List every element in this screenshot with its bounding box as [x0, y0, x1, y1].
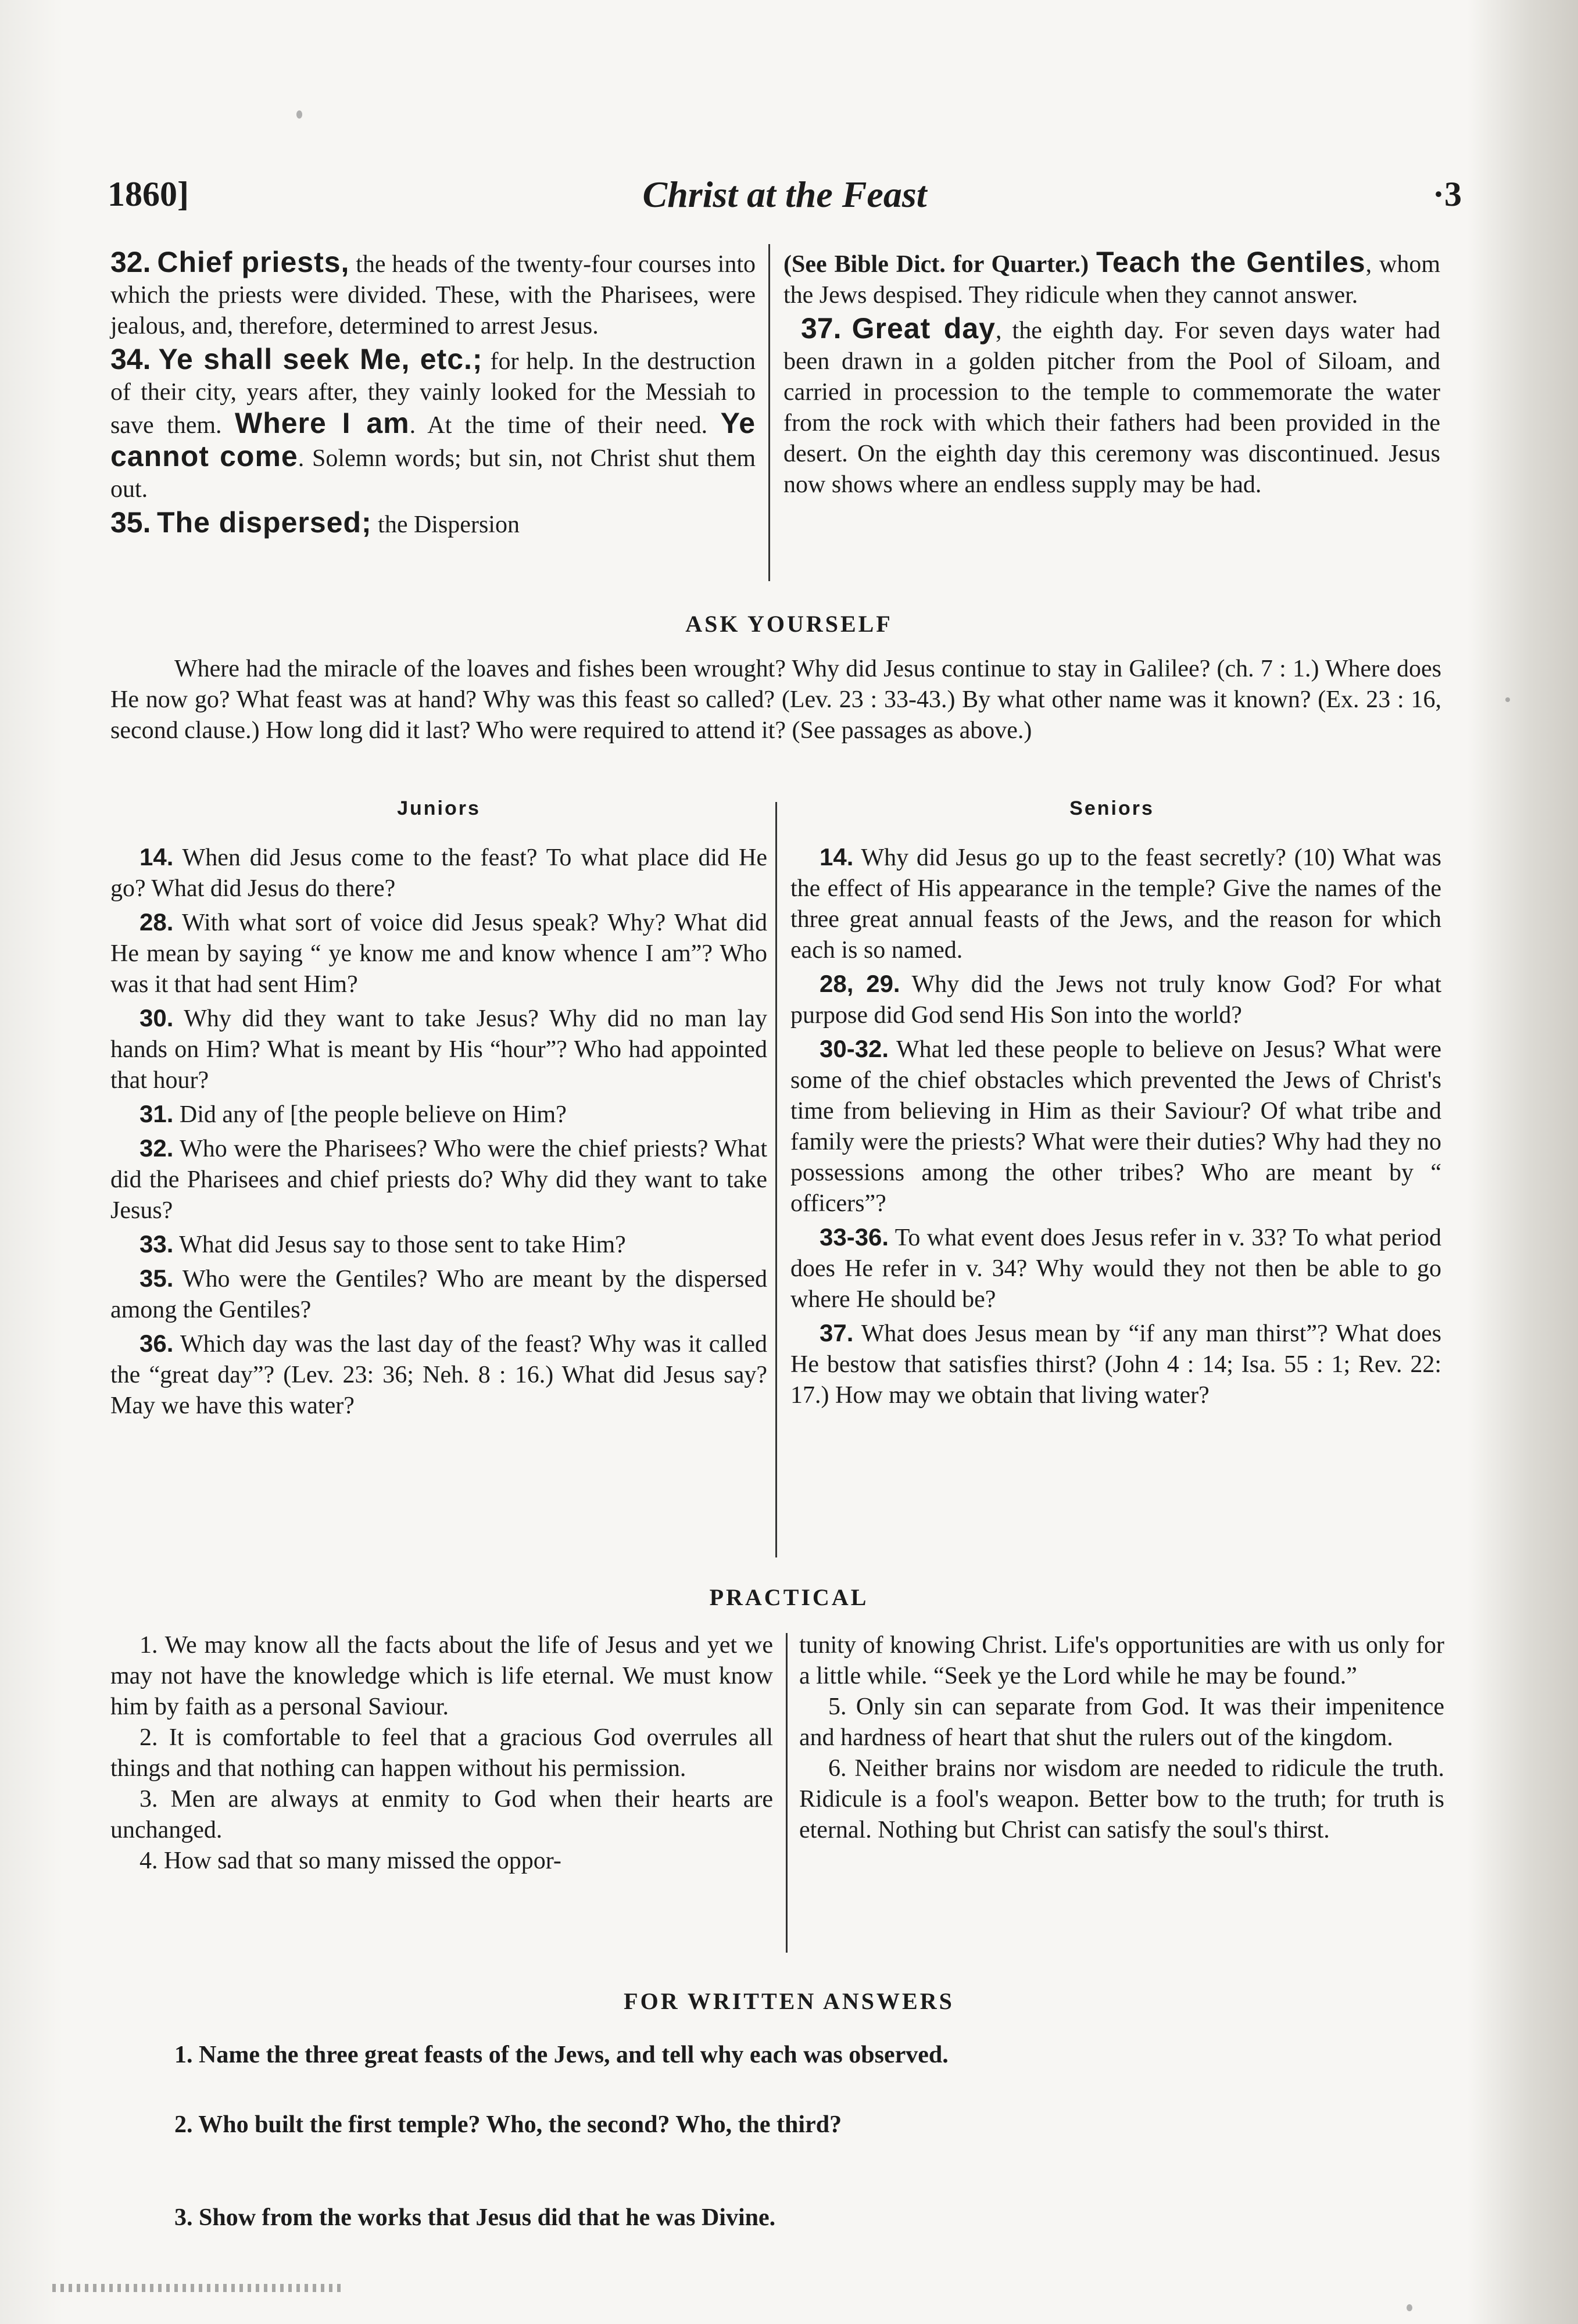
page-title: Christ at the Feast: [642, 174, 927, 215]
seniors-heading: Seniors: [1069, 797, 1154, 819]
junior-question: [110, 1133, 767, 1226]
practical-point: 5. Only sin can separate from God. It was their impenitence and hardness of heart that shut the rulers out of the kingdom.: [799, 1693, 1444, 1751]
written-answer-item: 1. Name the three great feasts of the Jews, and tell why each was observed.: [174, 2042, 949, 2068]
junior-question: [110, 1263, 767, 1326]
ask-yourself-text: [110, 654, 1441, 746]
question-text: With what sort of voice did Jesus speak? Why? What did He mean by saying “ ye know me and know whence I am”? Who was it that had sent Him?: [110, 909, 767, 998]
practical-point: 3. Men are always at enmity to God when their hearts are unchanged.: [110, 1786, 773, 1843]
page-year: 1860]: [108, 175, 189, 213]
junior-question: [110, 907, 767, 1000]
note-text: . Solemn words; but sin, not Christ shut them out.: [110, 445, 756, 503]
note-ref: 35.: [110, 506, 151, 539]
note-text: the Dispersion: [371, 511, 520, 538]
note-term: Ye cannot come: [110, 407, 756, 472]
practical-point: tunity of knowing Christ. Life's opportunities are with us only for a little while. “Seek ye the Lord while he may be found.”: [799, 1632, 1444, 1689]
question-text: What led these people to believe on Jesus? What were some of the chief obstacles which prevented the Jews of Christ's time from believing in Him as their Saviour? Of what tribe and family were the priests? What were their duties? Why had they no possessions among the other tribes? Who are meant by “ officers”?: [790, 1036, 1441, 1217]
question-ref: 14.: [820, 843, 854, 871]
practical-point: 6. Neither brains nor wisdom are needed to ridicule the truth. Ridicule is a fool's weapon. Better bow to the truth; for truth is eternal. Nothing but Christ can satisfy the soul's thirst.: [799, 1755, 1444, 1843]
page-number: ·3: [1432, 175, 1462, 213]
note-37: [783, 313, 1440, 500]
column-divider: [786, 1633, 788, 1953]
senior-question: [790, 841, 1441, 966]
note-text: for help. In the destruction of their city, years after, they vainly looked for the Messiah to save them.: [110, 348, 756, 439]
question-text: Why did Jesus go up to the feast secretly? (10) What was the effect of His appearance in the temple? Give the names of the three great annual feasts of the Jews, and the reason for which each is so named.: [790, 844, 1441, 964]
note-text: , whom the Jews despised. They ridicule when they cannot answer.: [783, 251, 1441, 309]
note-ref: 37.: [801, 312, 842, 345]
seniors-column: [790, 841, 1441, 1413]
question-text: Did any of [the people believe on Him?: [173, 1101, 567, 1128]
practical-left-column: [110, 1630, 773, 1877]
question-text: What does Jesus mean by “if any man thirst”? What does He bestow that satisfies thirst? (John 4 : 14; Isa. 55 : 1; Rev. 22: 17.) How may we obtain that living water?: [790, 1320, 1441, 1409]
scan-artifact: [52, 2284, 343, 2292]
question-text: Who were the Pharisees? Who were the chief priests? What did the Pharisees and chief priests do? Why did they want to take Jesus?: [110, 1136, 767, 1224]
scan-speck: [296, 110, 302, 119]
note-term: Great day: [851, 312, 996, 345]
question-ref: 36.: [139, 1330, 174, 1357]
senior-question: [790, 968, 1441, 1031]
ask-yourself-heading: ASK YOURSELF: [685, 611, 893, 637]
note-34: [110, 344, 756, 505]
note-term: Chief priests,: [157, 246, 350, 278]
practical-heading: PRACTICAL: [709, 1584, 869, 1610]
question-ref: 33.: [139, 1230, 174, 1258]
senior-question: [790, 1033, 1441, 1219]
practical-point: 1. We may know all the facts about the life of Jesus and yet we may not have the knowledge which is life eternal. We must know him by faith as a personal Saviour.: [110, 1632, 773, 1720]
junior-question: [110, 841, 767, 904]
notes-left-column: [110, 247, 756, 543]
question-ref: 37.: [820, 1319, 854, 1347]
junior-question: [110, 1229, 767, 1261]
note-text: , the eighth day. For seven days water had been drawn in a golden pitcher from the Pool of Siloam, and carried in procession to the temple to commemorate the water from the rock with which their fathers had been provided in the desert. On the eighth day this ceremony was discontinued. Jesus now shows where an endless supply may be had.: [783, 317, 1440, 498]
note-term: Ye shall seek Me, etc.;: [158, 343, 483, 375]
question-ref: 28.: [139, 908, 174, 936]
question-ref: 32.: [139, 1134, 174, 1162]
question-ref: 31.: [139, 1100, 174, 1127]
note-text: . At the time of their need.: [409, 412, 721, 439]
note-35: [110, 507, 756, 540]
note-ref: 34.: [110, 343, 151, 375]
note-32: [110, 247, 756, 342]
scan-speck: [1505, 697, 1510, 702]
senior-question: [790, 1317, 1441, 1411]
question-text: What did Jesus say to those sent to take Him?: [173, 1231, 626, 1258]
page-header: [108, 169, 1462, 221]
question-text: Which day was the last day of the feast? Why was it called the “great day”? (Lev. 23: 36; Neh. 8 : 16.) What did Jesus say? May we have this water?: [110, 1331, 767, 1419]
note-text: the heads of the twenty-four courses into which the priests were divided. These, with the Pharisees, were jealous, and, therefore, determined to arrest Jesus.: [110, 251, 756, 339]
junior-question: [110, 1002, 767, 1096]
note-35-cont: [783, 247, 1440, 311]
note-term: Where I am: [235, 407, 410, 439]
question-ref: 30-32.: [820, 1035, 889, 1062]
practical-right-column: [799, 1630, 1444, 1846]
question-ref: 30.: [139, 1004, 174, 1032]
note-text: (See Bible Dict. for Quarter.): [783, 251, 1096, 278]
notes-right-column: [783, 247, 1440, 503]
question-text: Why did the Jews not truly know God? For what purpose did God send His Son into the world?: [790, 971, 1441, 1029]
column-divider: [775, 802, 777, 1557]
question-text: To what event does Jesus refer in v. 33? To what period does He refer in v. 34? Why would they not then be able to go where He should be?: [790, 1224, 1441, 1313]
juniors-heading: Juniors: [397, 797, 481, 819]
practical-point: 2. It is comfortable to feel that a gracious God overrules all things and that nothing can happen without his permission.: [110, 1724, 773, 1782]
scan-speck: [1407, 2304, 1412, 2311]
question-text: Why did they want to take Jesus? Why did no man lay hands on Him? What is meant by His “hour”? Who had appointed that hour?: [110, 1005, 767, 1094]
question-text: When did Jesus come to the feast? To what place did He go? What did Jesus do there?: [110, 844, 767, 902]
practical-point: 4. How sad that so many missed the oppor-: [139, 1847, 561, 1874]
note-ref: 32.: [110, 246, 151, 278]
junior-question: [110, 1328, 767, 1421]
senior-question: [790, 1222, 1441, 1315]
question-ref: 28, 29.: [820, 970, 900, 997]
written-answers-heading: FOR WRITTEN ANSWERS: [624, 1988, 954, 2014]
question-ref: 35.: [139, 1265, 174, 1292]
written-answer-item: 2. Who built the first temple? Who, the second? Who, the third?: [174, 2111, 842, 2138]
junior-question: [110, 1098, 767, 1130]
note-term: Teach the Gentiles: [1096, 246, 1366, 278]
juniors-column: [110, 841, 767, 1424]
column-divider: [768, 244, 770, 581]
written-answer-item: 3. Show from the works that Jesus did that he was Divine.: [174, 2204, 776, 2231]
question-ref: 33-36.: [820, 1223, 889, 1251]
note-term: The dispersed;: [157, 506, 372, 539]
question-text: Who were the Gentiles? Who are meant by the dispersed among the Gentiles?: [110, 1266, 767, 1323]
question-ref: 14.: [139, 843, 174, 871]
ask-yourself-paragraph: Where had the miracle of the loaves and fishes been wrought? Why did Jesus continue to stay in Galilee? (ch. 7 : 1.) Where does He now go? What feast was at hand? Why was this feast so called? (Lev. 23 : 33-43.) By what other name was it known? (Ex. 23 : 16, second clause.) How long did it last? Who were required to attend it? (See passages as above.): [110, 656, 1441, 744]
